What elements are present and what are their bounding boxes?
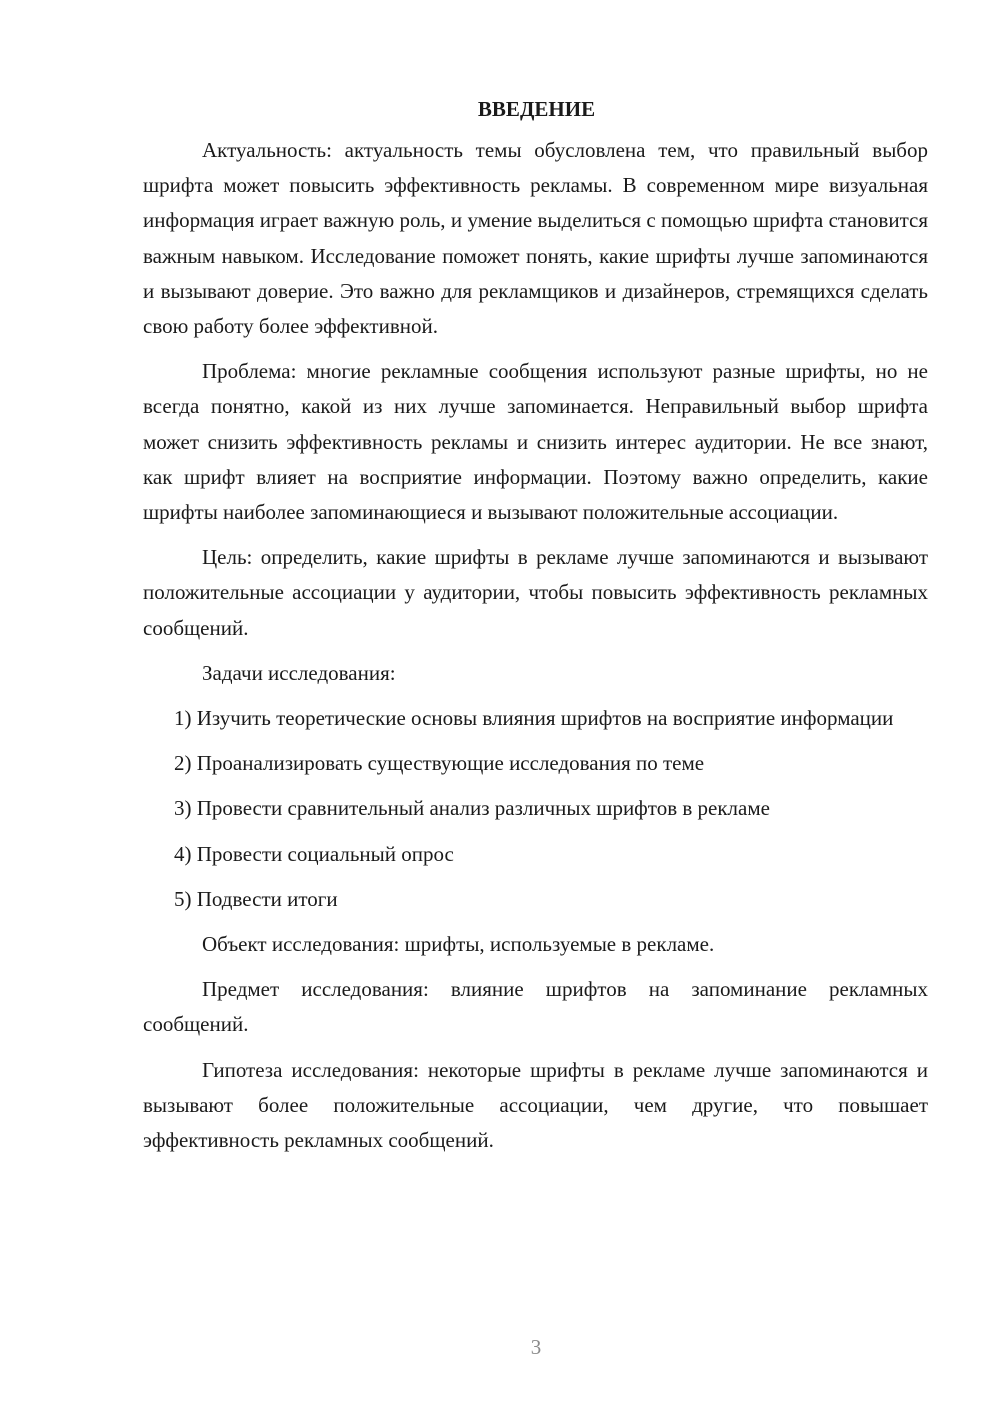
page-content bbox=[143, 92, 928, 1158]
paragraph-subject: Предмет исследования: влияние шрифтов на запоминание рекламных сообщений. bbox=[143, 977, 928, 1037]
tasks-heading: Задачи исследования: bbox=[202, 660, 396, 685]
page-number: 3 bbox=[530, 1335, 542, 1359]
paragraph-object: Объект исследования: шрифты, используемые в рекламе. bbox=[202, 932, 715, 957]
paragraph-hypothesis: Гипотеза исследования: некоторые шрифты в рекламе лучше запоминаются и вызывают более положительные ассоциации, чем другие, что повышает эффективность рекламных сообщений. bbox=[143, 1057, 928, 1153]
task-item: 2) Проанализировать существующие исследования по теме bbox=[174, 751, 705, 776]
task-item: 4) Провести социальный опрос bbox=[174, 841, 454, 866]
paragraph-goal: Цель: определить, какие шрифты в рекламе лучше запоминаются и вызывают положительные ассоциации у аудитории, чтобы повысить эффективность рекламных сообщений. bbox=[143, 545, 928, 640]
page-title: ВВЕДЕНИЕ bbox=[477, 97, 596, 121]
paragraph-problem: Проблема: многие рекламные сообщения используют разные шрифты, но не всегда понятно, какой из них лучше запоминается. Неправильный выбор шрифта может снизить эффективность рекламы и снизить интерес аудитории. Не все знают, как шрифт влияет на восприятие информации. Поэтому важно определить, какие шрифты наиболее запоминающиеся и вызывают положительные ассоциации. bbox=[143, 359, 928, 525]
task-item: 3) Провести сравнительный анализ различных шрифтов в рекламе bbox=[174, 796, 770, 821]
paragraph-relevance: Актуальность: актуальность темы обусловлена тем, что правильный выбор шрифта может повысить эффективность рекламы. В современном мире визуальная информация играет важную роль, и умение выделиться с помощью шрифта становится важным навыком. Исследование поможет понять, какие шрифты лучше запоминаются и вызывают доверие. Это важно для рекламщиков и дизайнеров, стремящихся сделать свою работу более эффективной. bbox=[143, 138, 928, 339]
task-item: 5) Подвести итоги bbox=[174, 886, 338, 911]
task-item: 1) Изучить теоретические основы влияния шрифтов на восприятие информации bbox=[174, 706, 894, 731]
